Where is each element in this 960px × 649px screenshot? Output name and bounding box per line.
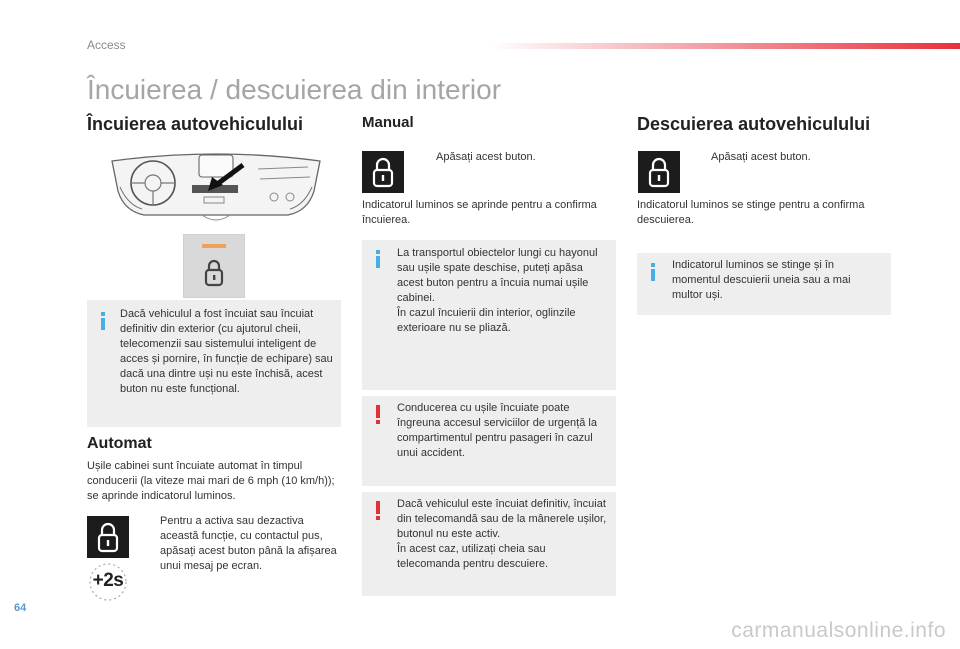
page-number: 64 (14, 602, 27, 614)
automat-heading: Automat (87, 435, 152, 452)
unlock-lock-button-icon (638, 151, 680, 193)
watermark: carmanualsonline.info (731, 619, 946, 642)
automat-text: Ușile cabinei sunt încuiate automat în timpul conducerii (la viteze mai mari de 6 mph (10 km/h)); se aprinde indicatorul luminos. (87, 460, 335, 502)
unlock-bullet-text: Apăsați acest buton. (711, 151, 811, 163)
unlock-indicator-text: Indicatorul luminos se stinge pentru a confirma descuierea. (637, 199, 865, 226)
manual-heading: Manual (362, 114, 414, 131)
manual-info-box (362, 240, 616, 390)
unlock-info-box (637, 253, 891, 315)
dashboard-illustration (108, 145, 324, 227)
manual-bullet-text: Apăsați acest buton. (436, 151, 536, 163)
header-accent-line (490, 43, 960, 49)
manual-info-text: La transportul obiectelor lungi cu hayonul sau ușile spate deschise, puteți apăsa acest buton pentru a încuia numai ușile cabinei. În cazul încuierii din interior, oglinzile exterioare nu se pliază. (397, 247, 598, 334)
lock-info-box (87, 300, 341, 427)
timer-icon (86, 562, 130, 602)
lock-button-icon (87, 516, 129, 558)
automat-bullet (142, 514, 340, 574)
timer-label: +2s (92, 570, 124, 591)
unlock-bullet (693, 150, 883, 165)
warning-text-2: Dacă vehiculul este încuiat definitiv, încuiat din telecomandă sau de la mânerele ușilor, butonul nu este activ. În acest caz, utilizați cheia sau telecomanda pentru descuiere. (397, 498, 607, 570)
section-label: Access (87, 38, 126, 52)
unlock-heading: Descuierea autovehiculului (637, 114, 871, 134)
manual-indicator-text: Indicatorul luminos se aprinde pentru a confirma încuierea. (362, 199, 597, 226)
manual-lock-button-icon (362, 151, 404, 193)
lock-button-illustration (183, 234, 245, 298)
indicator-light (202, 244, 226, 248)
warning-box-1 (362, 396, 616, 486)
manual-bullet (418, 150, 608, 165)
lock-info-text: Dacă vehiculul a fost încuiat sau încuiat definitiv din exterior (cu ajutorul cheii, telecomenzii sau sistemului inteligent de acces și pornire, în funcție de echipare) sau dacă una dintre uși nu este închisă, acest buton nu este funcțional. (120, 308, 333, 395)
warning-box-2 (362, 492, 616, 596)
lock-icon (203, 258, 225, 293)
automat-bullet-text: Pentru a activa sau dezactiva această funcție, cu contactul pus, apăsați acest buton până la afișarea unui mesaj pe ecran. (160, 515, 337, 572)
unlock-info-text: Indicatorul luminos se stinge și în momentul descuierii uneia sau a mai multor uși. (672, 259, 851, 301)
page-title: Încuierea / descuierea din interior (87, 74, 502, 105)
lock-heading: Încuierea autovehiculului (87, 114, 304, 134)
warning-text-1: Conducerea cu ușile încuiate poate îngreuna accesul serviciilor de urgență la compartimentul pentru pasageri în cazul unui accident. (397, 402, 597, 459)
